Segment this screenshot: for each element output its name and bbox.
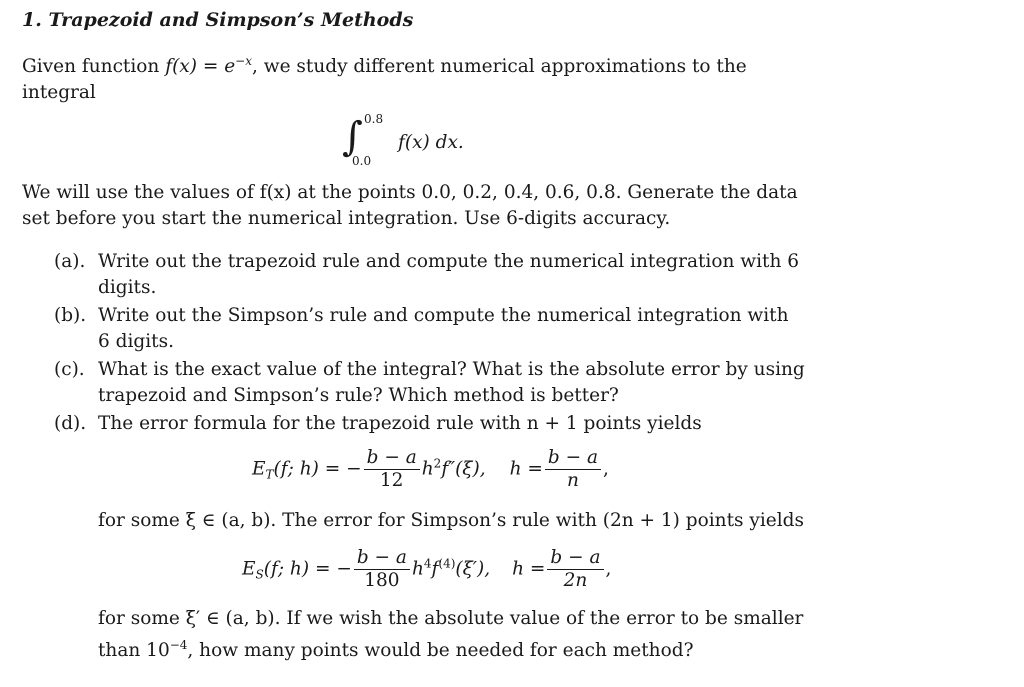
integral-upper-limit: 0.8 — [364, 112, 384, 126]
trap-h-fraction: $\frac{b - a}{n}$ — [545, 447, 601, 492]
problem-heading: 1. Trapezoid and Simpson’s Methods — [22, 9, 414, 31]
integral-sign: ∫ — [342, 114, 363, 160]
integrand: f(x) dx. — [398, 132, 464, 153]
trapezoid-error-formula: $E_T(f$; h) = − $\frac{b - a}{12}$ $h^2f''(\xi)$, h = $\frac{b - a}{n}$ , — [252, 447, 609, 491]
final-paragraph: for some ξ′ ∈ (a, b). If we wish the absolute value of the error to be smaller than $10^{-4}$, how many points would be needed for each method? — [98, 608, 804, 661]
part-a-label: (a). — [54, 251, 86, 272]
part-c-label: (c). — [54, 359, 85, 380]
part-a: (a). Write out the trapezoid rule and compute the numerical integration with 6 digits. — [54, 251, 800, 298]
intro-line-2: integral — [22, 82, 96, 103]
part-c: (c). What is the exact value of the integral? What is the absolute error by using trapezoid and Simpson’s rule? Which method is better? — [54, 359, 805, 406]
part-b: (b). Write out the Simpson’s rule and compute the numerical integration with 6 digits. — [54, 305, 789, 352]
for-some-line-1: for some ξ ∈ (a, b). The error for Simpson’s rule with (2n + 1) points yields — [98, 510, 804, 531]
simp-fraction: $\frac{b - a}{180}$ — [354, 547, 410, 592]
intro-line-1: Given function $f(x) = e^{-x}$, we study different numerical approximations to the — [22, 54, 747, 77]
data-paragraph: We will use the values of f(x) at the points 0.0, 0.2, 0.4, 0.6, 0.8. Generate the data set before you start the numerical integration. Use 6-digits accuracy. — [22, 182, 798, 229]
part-d: (d). The error formula for the trapezoid rule with n + 1 points yields — [54, 411, 702, 437]
part-b-label: (b). — [54, 305, 87, 326]
part-d-label: (d). — [54, 413, 87, 434]
simp-h-fraction: $\frac{b - a}{2n}$ — [547, 547, 603, 592]
trap-fraction: $\frac{b - a}{12}$ — [364, 447, 420, 492]
integral-lower-limit: 0.0 — [352, 154, 372, 168]
simpson-error-formula: $E_S(f$; h) = − $\frac{b - a}{180}$ $h^4f^{(4)}(\xi')$, h = $\frac{b - a}{2n}$ , — [242, 547, 612, 591]
intro-paragraph — [22, 48, 747, 106]
